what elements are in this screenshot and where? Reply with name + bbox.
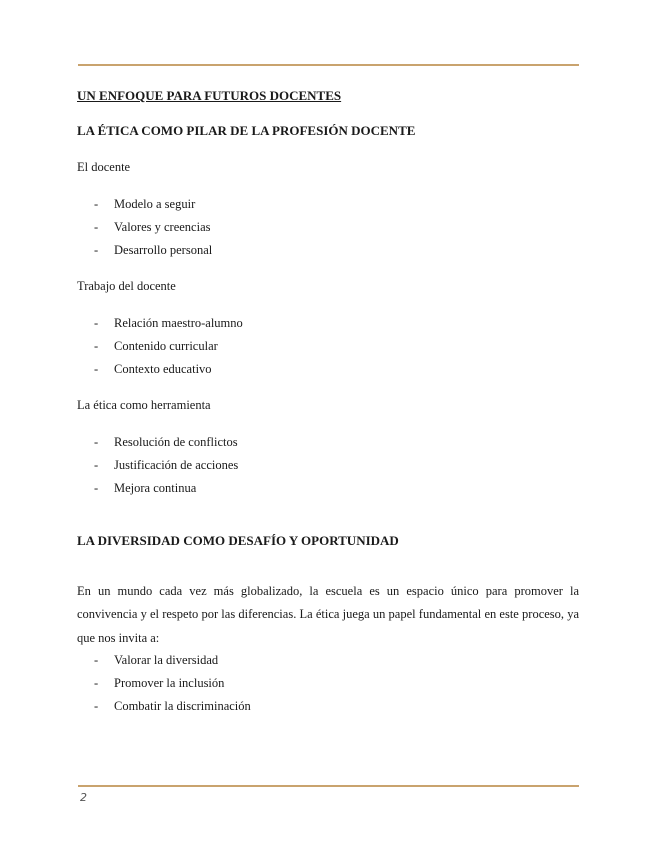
group-label-docente: El docente bbox=[77, 160, 131, 174]
list-item: - Desarrollo personal bbox=[94, 243, 213, 257]
list-item: - Relación maestro-alumno bbox=[94, 316, 243, 330]
list-item: - Promover la inclusión bbox=[94, 676, 225, 690]
list-item: - Mejora continua bbox=[94, 481, 197, 495]
diversity-paragraph: En un mundo cada vez más globalizado, la escuela es un espacio único para promover la convivencia y el respeto por las diferencias. La ética juega un papel fundamental en este proceso, ya que nos invita a: bbox=[77, 583, 579, 645]
list-item: - Contenido curricular bbox=[94, 339, 218, 353]
list-docente bbox=[94, 193, 212, 262]
group-label-trabajo: Trabajo del docente bbox=[77, 279, 176, 293]
list-item: - Valores y creencias bbox=[94, 220, 211, 234]
list-item: - Combatir la discriminación bbox=[94, 699, 251, 713]
page-number: 2 bbox=[80, 791, 87, 804]
list-item: - Valorar la diversidad bbox=[94, 653, 219, 667]
footer-rule bbox=[78, 785, 579, 787]
list-item: - Resolución de conflictos bbox=[94, 435, 238, 449]
list-etica bbox=[94, 431, 238, 500]
list-diversidad bbox=[94, 649, 251, 718]
section-heading-ethics: LA ÉTICA COMO PILAR DE LA PROFESIÓN DOCENTE bbox=[77, 123, 416, 138]
list-item: - Justificación de acciones bbox=[94, 458, 239, 472]
list-item: - Modelo a seguir bbox=[94, 197, 196, 211]
list-trabajo bbox=[94, 312, 243, 381]
header-rule bbox=[78, 64, 579, 66]
list-item: - Contexto educativo bbox=[94, 362, 212, 376]
group-label-etica: La ética como herramienta bbox=[77, 398, 211, 412]
section-heading-diversity: LA DIVERSIDAD COMO DESAFÍO Y OPORTUNIDAD bbox=[77, 533, 399, 548]
document-title: UN ENFOQUE PARA FUTUROS DOCENTES bbox=[77, 88, 342, 103]
